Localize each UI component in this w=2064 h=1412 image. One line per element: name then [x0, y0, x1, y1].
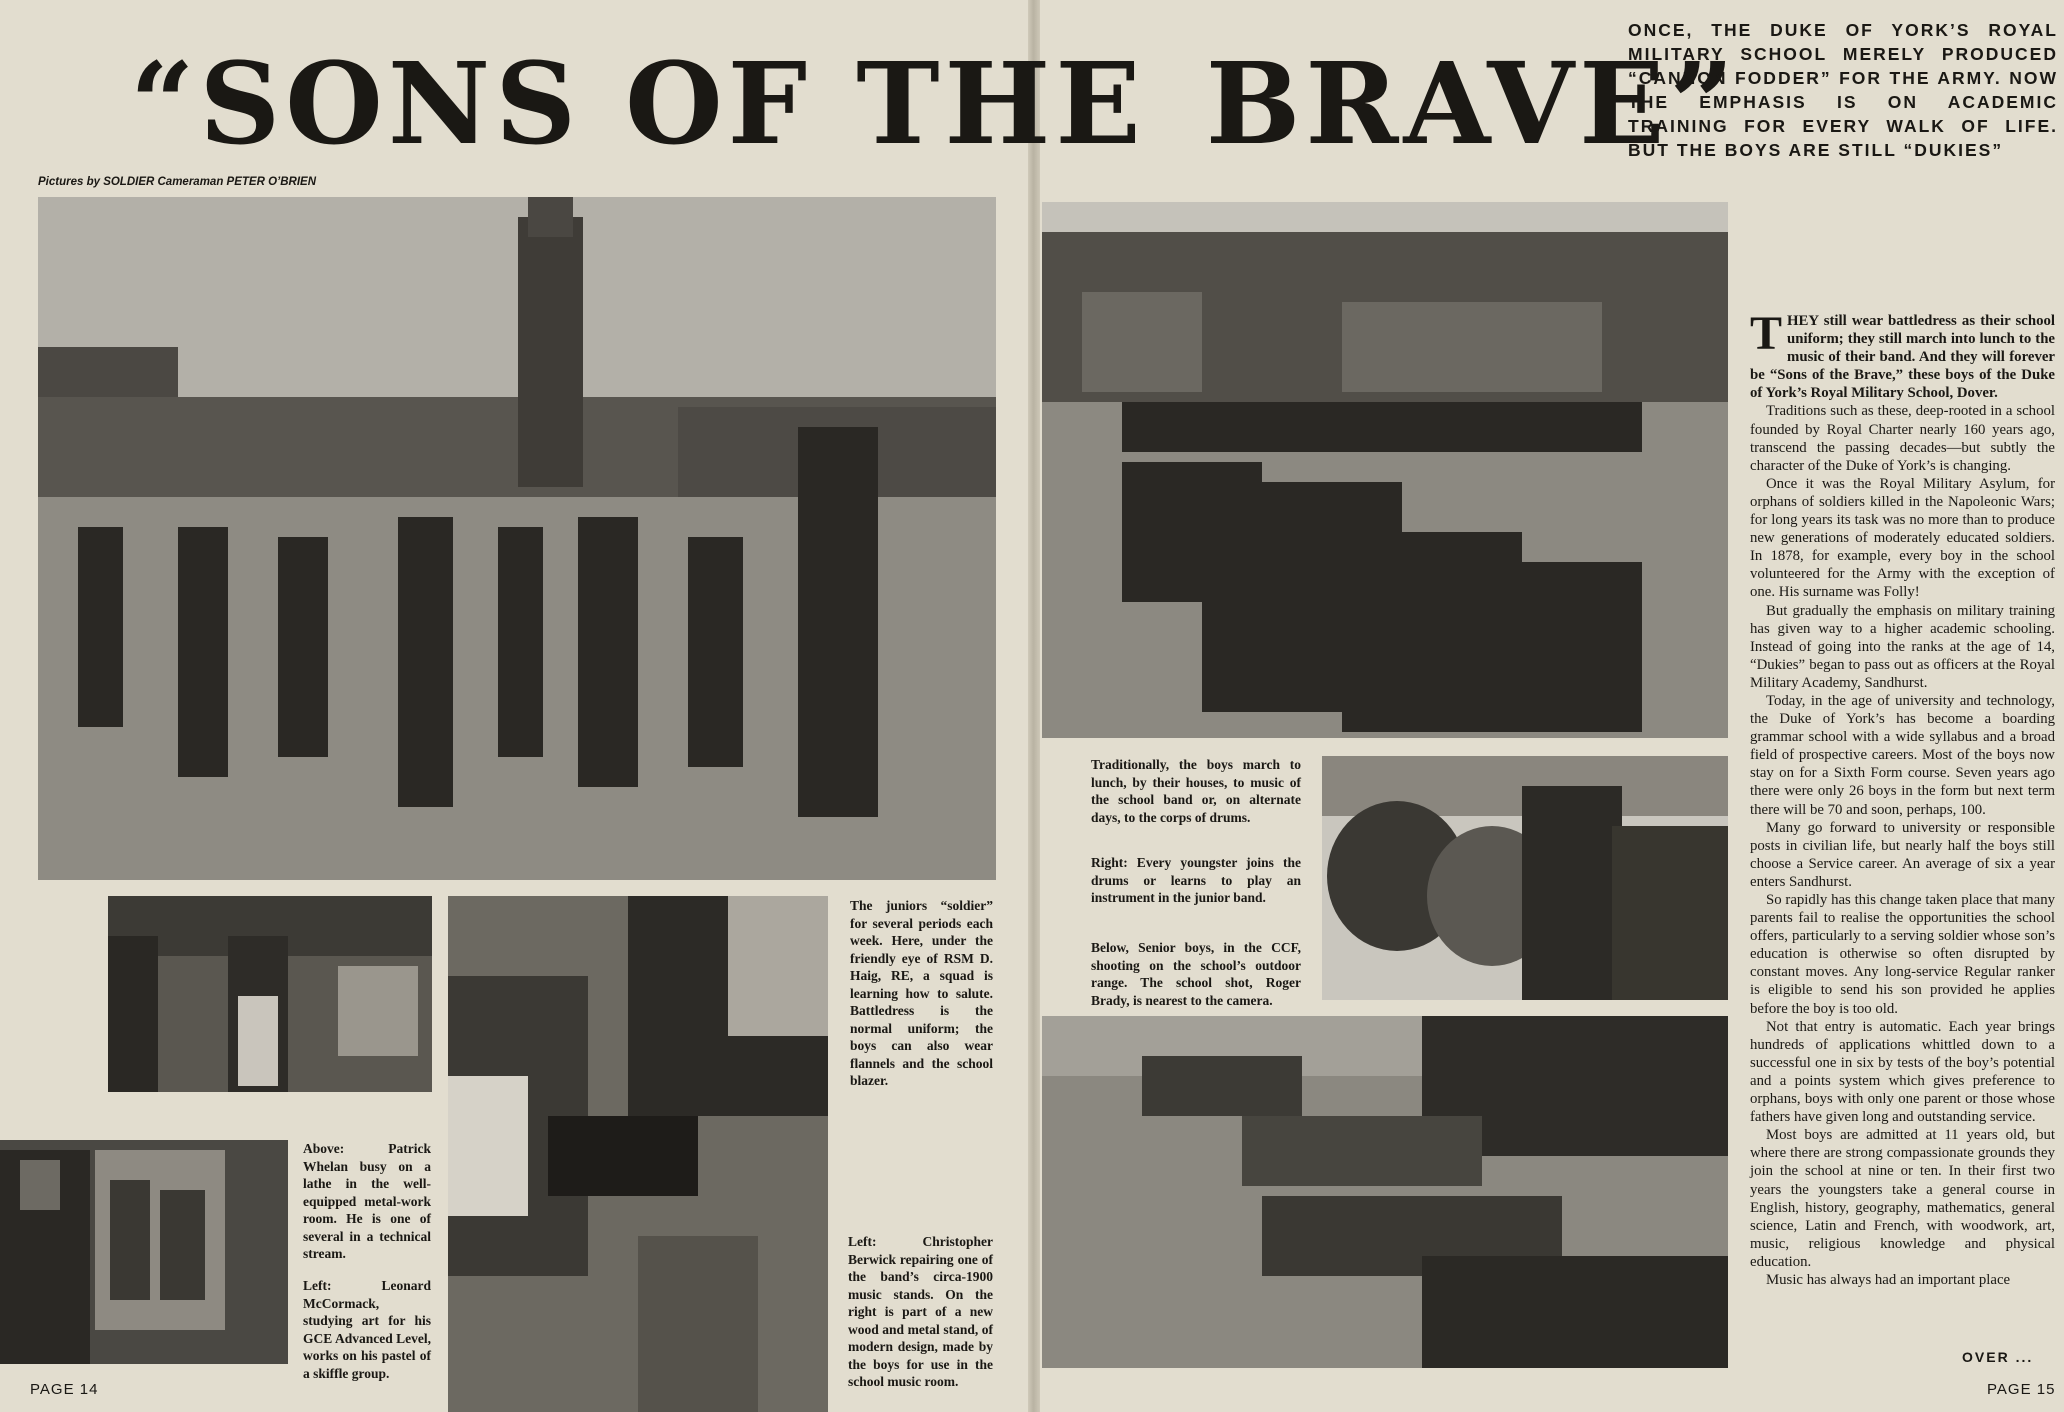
- forge-photo: [448, 896, 828, 1412]
- article-lead-paragraph: [1750, 307, 2055, 402]
- salute-photo: [38, 197, 996, 880]
- photo-credit: Pictures by SOLDIER Cameraman PETER O’BRIEN: [38, 176, 316, 188]
- article-paragraph: Traditions such as these, deep-rooted in a school founded by Royal Charter nearly 160 years ago, transcend the passing decades—but subtly the character of the Duke of York’s is changing.: [1750, 403, 2055, 474]
- article-paragraph: Music has always had an important place: [1766, 1271, 2011, 1288]
- page-gutter: [1028, 0, 1040, 1412]
- headline-part-1: “SONS OF THE: [130, 39, 1146, 170]
- continued-marker: OVER ...: [1962, 1349, 2034, 1365]
- headline: [130, 39, 1739, 170]
- article-paragraph: Most boys are admitted at 11 years old, but where there are strong compassionate grounds they join the school at nine or ten. In their first two years the youngsters take a general course in English, history, geography, mathematics, general science, Latin and French, with woodwork, art, music, religious knowledge and physical education.: [1750, 1127, 2055, 1270]
- headline-part-2: BRAVE”: [1205, 39, 1739, 170]
- shooting-photo: [1042, 1016, 1728, 1368]
- folio-left: PAGE 14: [30, 1381, 99, 1398]
- folio-right: PAGE 15: [1987, 1381, 2056, 1398]
- art-photo: [0, 1140, 288, 1364]
- lathe-photo: [108, 896, 432, 1092]
- caption-art: Left: Leonard McCormack, studying art for his GCE Advanced Level, works on his pastel of a skiffle group.: [303, 1278, 431, 1381]
- standfirst: ONCE, THE DUKE OF YORK’S ROYAL MILITARY SCHOOL MERELY PRODUCED “CANNON FODDER” FOR THE ARMY. NOW THE EMPHASIS IS ON ACADEMIC TRAINING FOR EVERY WALK OF LIFE. BUT THE BOYS ARE STILL “DUKIES”: [1628, 20, 2058, 160]
- article-body: [1750, 307, 2055, 1289]
- article-paragraph: Once it was the Royal Military Asylum, for orphans of soldiers killed in the Napoleonic Wars; for long years its task was no more than to produce new generations of moderately educated soldiers. In 1878, for example, every boy in the school volunteered for the Army with the exception of one. His surname was Folly!: [1750, 475, 2055, 601]
- article-paragraph: But gradually the emphasis on military training has given way to a higher academic schooling. Instead of going into the ranks at the age of 14, “Dukies” began to pass out as officers at the Royal Military Academy, Sandhurst.: [1750, 602, 2055, 691]
- article-paragraph: Many go forward to university or responsible posts in civilian life, but nearly half the boys still choose a Service career. An average of six a year enters Sandhurst.: [1750, 819, 2055, 890]
- caption-lathe: Above: Patrick Whelan busy on a lathe in the well-equipped metal-work room. He is one of several in a technical stream.: [303, 1141, 431, 1261]
- band-photo: [1322, 756, 1728, 1000]
- caption-march: Traditionally, the boys march to lunch, by their houses, to music of the school band or, on alternate days, to the corps of drums.: [1091, 757, 1301, 825]
- article-paragraph: Not that entry is automatic. Each year brings hundreds of applications whittled down to a successful one in six by tests of the boy’s potential and a points system which gives preference to orphans, boys with only one parent or those whose fathers have given long and outstanding service.: [1750, 1018, 2055, 1126]
- article-paragraph: So rapidly has this change taken place that many parents fail to realise the opportunities the school offers, particularly to a serving soldier whose son’s education is otherwise so often disrupted by constant moves. Any long-service Regular ranker is eligible to send his son provided he applies before the boy is too old.: [1750, 892, 2055, 1017]
- caption-band: Right: Every youngster joins the drums or learns to play an instrument in the junior band.: [1091, 855, 1301, 905]
- march-photo: [1042, 202, 1728, 738]
- caption-shooting: Below, Senior boys, in the CCF, shooting on the school’s outdoor range. The school shot, Roger Brady, is nearest to the camera.: [1091, 940, 1301, 1008]
- drop-cap: T: [1750, 307, 1783, 360]
- article-paragraph: Today, in the age of university and technology, the Duke of York’s has become a boarding grammar school with a wide syllabus and a broad field of prospective careers. Most of the boys now stay on for a Sixth Form course. Seven years ago there were only 26 boys in the form but next term there will be 70 and soon, perhaps, 100.: [1750, 692, 2055, 818]
- caption-salute: The juniors “soldier” for several periods each week. Here, under the friendly eye of RSM D. Haig, RE, a squad is learning how to salute. Battledress is the normal uniform; the boys can also wear flannels and the school blazer.: [850, 898, 993, 1088]
- article-lead-text: HEY still wear battledress as their school uniform; they still march into lunch to the music of their band. And they will forever be “Sons of the Brave,” these boys of the Duke of York’s Royal Military School, Dover.: [1750, 313, 2055, 402]
- caption-forge: Left: Christopher Berwick repairing one of the band’s circa-1900 music stands. On the right is part of a new wood and metal stand, of modern design, made by the boys for use in the school music room.: [848, 1234, 993, 1389]
